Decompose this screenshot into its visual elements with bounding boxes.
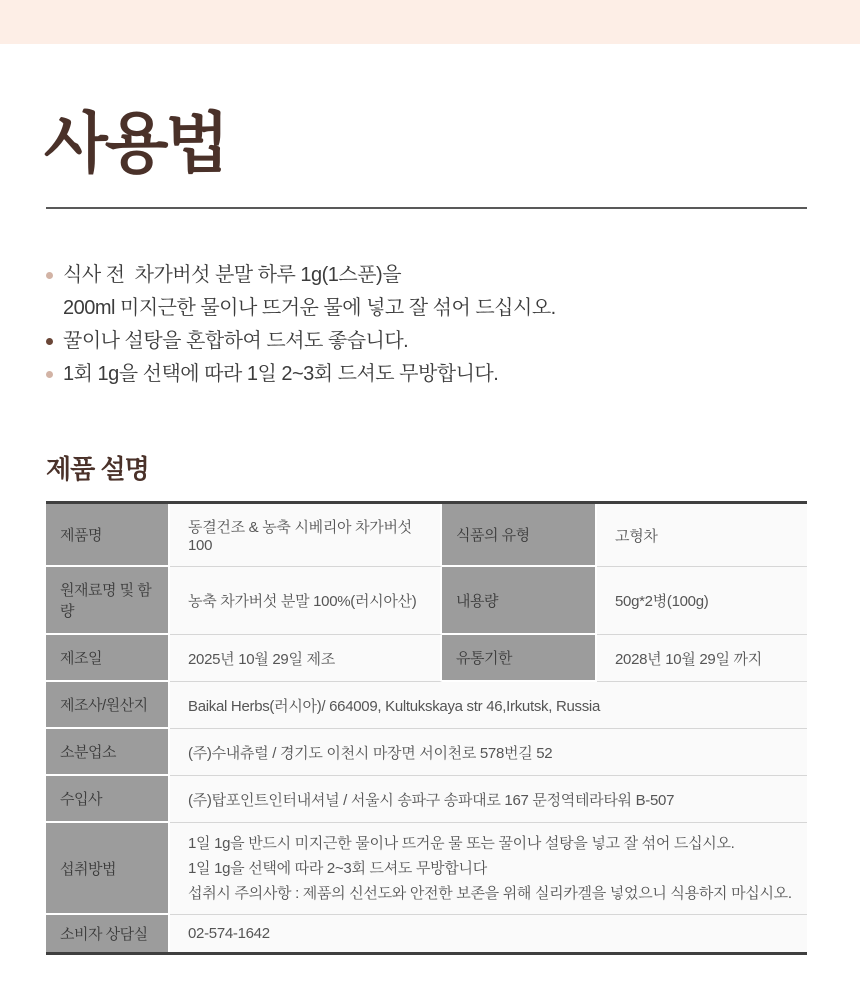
spec-row-customer-service [46, 915, 807, 952]
bullet-dot-icon [46, 338, 53, 345]
product-description-heading: 제품 설명 [46, 454, 149, 485]
spec-label: 소분업소 [46, 729, 170, 776]
spec-row-importer [46, 776, 807, 823]
usage-list-item [46, 259, 807, 325]
spec-value: 동결건조 & 농축 시베리아 차가버섯 100 [170, 504, 442, 567]
usage-line: 식사 전 차가버섯 분말 하루 1g(1스푼)을 [63, 264, 402, 287]
spec-label: 제조사/원산지 [46, 682, 170, 729]
top-accent-bar [0, 0, 860, 44]
usage-line: 꿀이나 설탕을 혼합하여 드셔도 좋습니다. [63, 330, 409, 353]
spec-value: (주)탑포인트인터내셔널 / 서울시 송파구 송파대로 167 문정역테라타워 B-507 [170, 776, 807, 823]
bullet-dot-icon [46, 272, 53, 279]
spec-label: 유통기한 [442, 635, 597, 682]
spec-row-product-name [46, 504, 807, 567]
usage-line: 200ml 미지근한 물이나 뜨거운 물에 넣고 잘 섞어 드십시오. [63, 297, 556, 320]
how-to-take-line: 섭취시 주의사항 : 제품의 신선도와 안전한 보존을 위해 실리카겔을 넣었으니 식용하지 마십시오. [188, 885, 792, 903]
product-spec-table-wrap [46, 501, 807, 955]
spec-value: 농축 차가버섯 분말 100%(러시아산) [170, 567, 442, 635]
spec-value: 50g*2병(100g) [597, 567, 807, 635]
spec-row-how-to-take [46, 823, 807, 915]
usage-list-item [46, 325, 807, 358]
bullet-dot-icon [46, 371, 53, 378]
spec-row-dates [46, 635, 807, 682]
spec-label: 섭취방법 [46, 823, 170, 915]
usage-list-item [46, 358, 807, 391]
how-to-take-line: 1일 1g을 선택에 따라 2~3회 드셔도 무방합니다 [188, 860, 487, 878]
page-content [0, 104, 860, 955]
spec-value [170, 823, 807, 915]
spec-value-phone-number: 02-574-1642 [170, 915, 807, 952]
spec-row-repacker [46, 729, 807, 776]
spec-value-expiry-date: 2028년 10월 29일 까지 [597, 635, 807, 682]
spec-label: 원재료명 및 함량 [46, 567, 170, 635]
spec-label: 내용량 [442, 567, 597, 635]
spec-value-manufacture-date: 2025년 10월 29일 제조 [170, 635, 442, 682]
usage-instructions-list [46, 259, 807, 391]
how-to-take-line: 1일 1g을 반드시 미지근한 물이나 뜨거운 물 또는 꿀이나 설탕을 넣고 잘 섞어 드십시오. [188, 835, 735, 853]
spec-row-manufacturer [46, 682, 807, 729]
spec-value: Baikal Herbs(러시아)/ 664009, Kultukskaya str 46,Irkutsk, Russia [170, 682, 807, 729]
usage-section-title: 사용법 [44, 106, 227, 180]
title-divider-line [46, 207, 807, 209]
spec-label: 제품명 [46, 504, 170, 567]
spec-value: 고형차 [597, 504, 807, 567]
spec-label: 수입사 [46, 776, 170, 823]
spec-label: 제조일 [46, 635, 170, 682]
spec-row-ingredients [46, 567, 807, 635]
spec-value: (주)수내츄럴 / 경기도 이천시 마장면 서이천로 578번길 52 [170, 729, 807, 776]
product-spec-table [46, 504, 807, 952]
usage-line: 1회 1g을 선택에 따라 1일 2~3회 드셔도 무방합니다. [63, 363, 499, 386]
spec-label: 식품의 유형 [442, 504, 597, 567]
spec-label: 소비자 상담실 [46, 915, 170, 952]
